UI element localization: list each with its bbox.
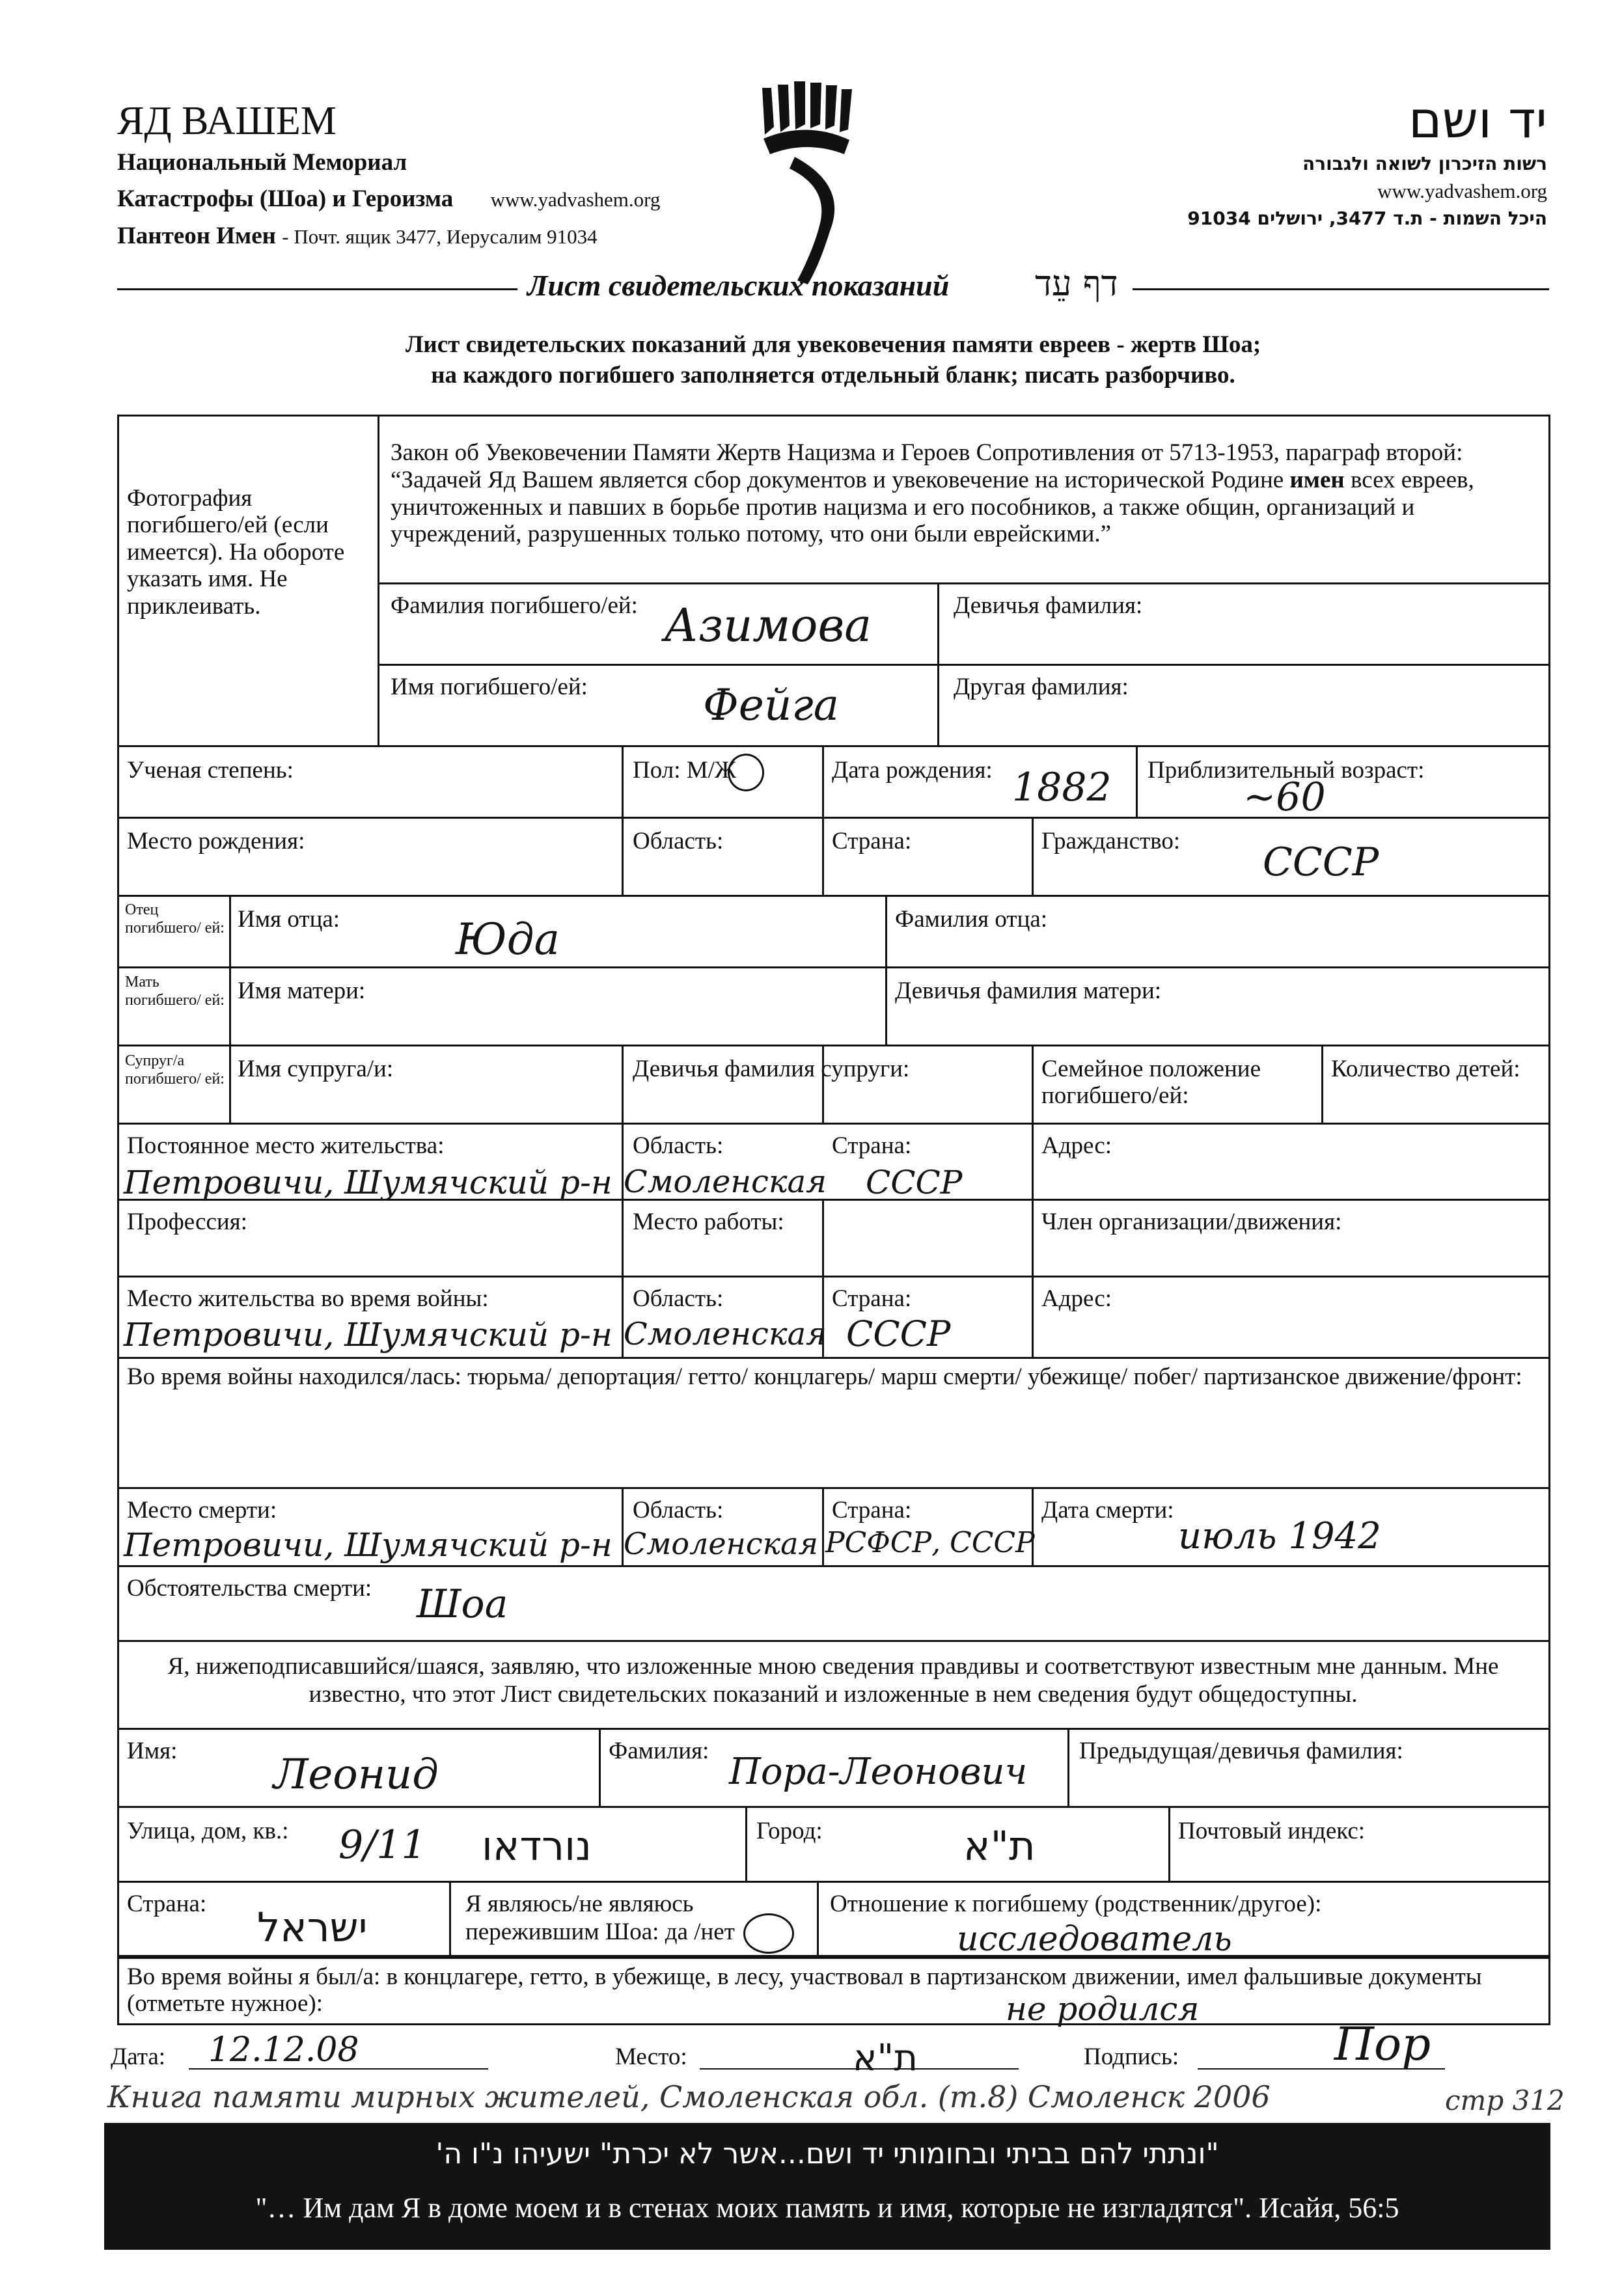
death-place-label: Место смерти: <box>127 1497 277 1524</box>
source-note: Книга памяти мирных жителей, Смоленская обл. (т.8) Смоленск 2006 <box>107 2079 1271 2114</box>
survivor-line-1: Я являюсь/не являюсь <box>465 1891 694 1917</box>
org-line-2 <box>117 181 660 218</box>
rule <box>117 1357 1550 1359</box>
war-country-label: Страна: <box>832 1285 912 1312</box>
rule <box>745 1806 747 1881</box>
submitter-prev-surname-label: Предыдущая/девичья фамилия: <box>1079 1738 1403 1764</box>
death-circumstances-label: Обстоятельства смерти: <box>127 1575 372 1602</box>
spouse-side-label: Супруг/а погибшего/ ей: <box>125 1052 225 1087</box>
org-line-1: Национальный Мемориал <box>117 149 407 176</box>
intro-line-1: Лист свидетельских показаний для увековечения памяти евреев - жертв Шоа; <box>405 331 1261 358</box>
header-left <box>117 98 660 255</box>
header-right <box>1187 91 1547 233</box>
rule <box>599 1728 601 1806</box>
rule <box>1032 1045 1034 1276</box>
org-he-line-3: היכל השמות - ת.ד 3477, ירושלים 91034 <box>1187 208 1547 229</box>
residence-region-label: Область: <box>633 1132 724 1159</box>
war-region-value: Смоленская <box>624 1316 827 1352</box>
rule <box>117 1276 1550 1278</box>
rule <box>378 415 379 745</box>
father-surname-label: Фамилия отца: <box>895 906 1048 933</box>
citizenship-label: Гражданство: <box>1041 828 1181 854</box>
death-date-value: июль 1942 <box>1178 1515 1381 1557</box>
footer-quote-ru: "… Им дам Я в доме моем и в стенах моих память и имя, которые не изгладятся". Исайя, 56:5 <box>255 2192 1399 2224</box>
rule <box>885 895 887 1045</box>
postcode-label: Почтовый индекс: <box>1178 1818 1366 1844</box>
org-website: www.yadvashem.org <box>490 188 661 211</box>
children-label: Количество детей: <box>1331 1056 1520 1082</box>
war-country-value: СССР <box>846 1313 951 1354</box>
residence-country-value: СССР <box>866 1164 963 1201</box>
death-region-label: Область: <box>633 1497 724 1524</box>
signature-value: Пор <box>1334 2017 1431 2071</box>
residence-region-value: Смоленская <box>624 1164 827 1200</box>
city-value: ת"א <box>963 1822 1036 1870</box>
submitter-surname-label: Фамилия: <box>609 1738 709 1764</box>
death-region-value: Смоленская <box>624 1526 818 1561</box>
birth-country-label: Страна: <box>832 828 912 854</box>
mother-side-label: Мать погибшего/ ей: <box>125 974 225 1009</box>
form-title-he: דף עֵד <box>1035 263 1118 304</box>
org-line-3-rest: - Почт. ящик 3477, Иерусалим 91034 <box>282 225 598 248</box>
place-label: Место: <box>615 2043 687 2070</box>
signature-label: Подпись: <box>1084 2043 1179 2070</box>
rule <box>117 895 1550 897</box>
org-line-3-bold: Пантеон Имен <box>117 223 276 249</box>
rule <box>117 1045 1550 1046</box>
submitter-surname-value: Пора-Леонович <box>729 1751 1028 1793</box>
death-place-value: Петровичи, Шумячский р-н <box>124 1526 612 1564</box>
rule <box>378 582 1550 584</box>
death-date-label: Дата смерти: <box>1041 1497 1174 1524</box>
rule <box>822 1487 824 1565</box>
death-country-value: РСФСР, СССР <box>825 1526 1035 1559</box>
rule <box>117 1728 1550 1730</box>
org-name-he: יד ושם <box>1408 91 1547 150</box>
rule <box>117 817 1550 819</box>
birth-place-label: Место рождения: <box>127 828 305 854</box>
degree-label: Ученая степень: <box>127 757 294 784</box>
org-he-line-1: רשות הזיכרון לשואה ולגבורה <box>1302 153 1547 174</box>
rule <box>378 664 1550 666</box>
maiden-label: Девичья фамилия: <box>954 592 1143 619</box>
law-text-part2: всех евреев, уничтоженных и павших в борьбе против нацизма и его пособников, а также общин, организаций и учреждений, разрушенных только потому, что они были еврейскими.” <box>391 466 1474 548</box>
date-label: Дата: <box>111 2043 166 2070</box>
submitter-country-value: ישראל <box>257 1904 368 1951</box>
rule <box>1136 745 1138 817</box>
rule <box>1168 1806 1170 1881</box>
org-line-2-text: Катастрофы (Шоа) и Героизма <box>117 185 454 212</box>
title-rule-right <box>1133 288 1549 290</box>
war-submitter-label: Во время войны я был/а: в концлагере, гетто, в убежище, в лесу, участвовал в партизанском движении, имел фальшивые документы (отметьте нужное): <box>127 1963 1482 2017</box>
war-residence-label: Место жительства во время войны: <box>127 1285 489 1312</box>
birth-date-value: 1882 <box>1012 765 1112 810</box>
relation-label: Отношение к погибшему (родственник/другое): <box>830 1891 1322 1917</box>
workplace-label: Место работы: <box>633 1209 784 1235</box>
citizenship-value: СССР <box>1263 840 1379 885</box>
rule <box>117 1565 1550 1567</box>
war-residence-value: Петровичи, Шумячский р-н <box>124 1316 612 1354</box>
war-address-label: Адрес: <box>1041 1285 1112 1312</box>
spouse-maiden-label: Девичья фамилия супруги: <box>633 1056 910 1082</box>
rule <box>937 582 939 745</box>
marital-status-label: Семейное положение погибшего/ей: <box>1041 1056 1261 1110</box>
sex-female-circle <box>728 754 764 791</box>
rule <box>822 745 824 895</box>
rule <box>1032 1276 1034 1357</box>
law-text-bold: имен <box>1289 466 1345 493</box>
father-name-value: Юда <box>456 914 560 964</box>
approx-age-value: ~60 <box>1243 774 1326 820</box>
war-region-label: Область: <box>633 1285 724 1312</box>
form-title-ru: Лист свидетельских показаний <box>527 269 950 302</box>
mother-maiden-label: Девичья фамилия матери: <box>895 977 1162 1004</box>
law-text-part1: Закон об Увековечении Памяти Жертв Нацизма и Героев Сопротивления от 5713-1953, параграф второй: “Задачей Яд Вашем является сбор документов и увековечение на исторической Родине <box>391 439 1463 493</box>
rule <box>117 745 1550 747</box>
residence-country-label: Страна: <box>832 1132 912 1159</box>
birth-date-label: Дата рождения: <box>832 757 993 784</box>
rule <box>117 1123 1550 1125</box>
rule <box>117 1806 1550 1808</box>
org-he-website: www.yadvashem.org <box>1377 180 1547 202</box>
sex-label: Пол: М/Ж <box>633 757 737 784</box>
law-text <box>391 439 1539 548</box>
street-number-value: 9/11 <box>338 1822 426 1868</box>
date-value: 12.12.08 <box>208 2030 359 2070</box>
rule <box>817 1881 819 1957</box>
approx-age-label: Приблизительный возраст: <box>1148 757 1425 784</box>
survivor-line-2: пережившим Шоа: да /нет <box>465 1919 735 1945</box>
submitter-name-value: Леонид <box>273 1751 439 1799</box>
profession-label: Профессия: <box>127 1209 247 1235</box>
surname-value: Азимова <box>664 599 872 652</box>
rule <box>1067 1728 1069 1806</box>
father-name-label: Имя отца: <box>238 906 340 933</box>
footer-quote-he: "ונתתי להם בביתי ובחומותי יד ושם...אשר לא יכרת" ישעיהו נ"ו ה' <box>435 2137 1219 2170</box>
place-value: ת"א <box>853 2037 918 2079</box>
rule <box>1032 817 1034 895</box>
rule <box>622 1045 624 1276</box>
survivor-no-circle <box>743 1913 794 1954</box>
war-submitter-value: не родился <box>1006 1990 1200 2028</box>
first-name-value: Фейга <box>703 680 840 730</box>
city-label: Город: <box>756 1818 823 1844</box>
rule <box>117 966 1550 968</box>
birth-region-label: Область: <box>633 828 724 854</box>
residence-label: Постоянное место жительства: <box>127 1132 445 1159</box>
submitter-name-label: Имя: <box>127 1738 178 1764</box>
submitter-country-label: Страна: <box>127 1891 207 1917</box>
other-surname-label: Другая фамилия: <box>954 674 1129 700</box>
rule <box>117 1487 1550 1489</box>
war-status-label: Во время войны находился/лась: тюрьма/ депортация/ гетто/ концлагерь/ марш смерти/ убежище/ побег/ партизанское движение/фронт: <box>127 1363 1522 1390</box>
relation-value: исследователь <box>957 1920 1232 1959</box>
residence-address-label: Адрес: <box>1041 1132 1112 1159</box>
rule <box>229 895 231 1123</box>
footer-band <box>104 2123 1550 2250</box>
rule <box>822 1199 824 1276</box>
org-line-3 <box>117 218 660 255</box>
death-circumstances-value: Шоа <box>417 1581 508 1627</box>
rule <box>622 745 624 895</box>
source-page: стр 312 <box>1445 2084 1565 2116</box>
org-name-ru: ЯД ВАШЕМ <box>117 99 337 143</box>
rule <box>117 1640 1550 1642</box>
member-label: Член организации/движения: <box>1041 1209 1342 1235</box>
residence-value: Петровичи, Шумячский р-н <box>124 1164 612 1201</box>
street-label: Улица, дом, кв.: <box>127 1818 289 1844</box>
rule <box>1321 1045 1323 1123</box>
title-rule-left <box>117 288 517 290</box>
photo-label: Фотография погибшего/ей (если имеется). На обороте указать имя. Не приклеивать. <box>127 485 345 620</box>
yad-vashem-logo <box>758 81 856 290</box>
street-name-value: נורדאו <box>482 1822 592 1870</box>
rule <box>117 1881 1550 1883</box>
surname-label: Фамилия погибшего/ей: <box>391 592 638 619</box>
intro-line-2: на каждого погибшего заполняется отдельный бланк; писать разборчиво. <box>431 362 1235 389</box>
rule <box>449 1881 451 1957</box>
father-side-label: Отец погибшего/ ей: <box>125 901 225 936</box>
mother-name-label: Имя матери: <box>238 977 366 1004</box>
declaration-text: Я, нижеподписавшийся/шаяся, заявляю, что изложенные мною сведения правдивы и соответствуют известным мне данным. Мне известно, что этот Лист свидетельских показаний и изложенные в нем сведения будут общедоступны. <box>167 1653 1499 1708</box>
spouse-name-label: Имя супруга/и: <box>238 1056 394 1082</box>
first-name-label: Имя погибшего/ей: <box>391 674 588 700</box>
death-country-label: Страна: <box>832 1497 912 1524</box>
